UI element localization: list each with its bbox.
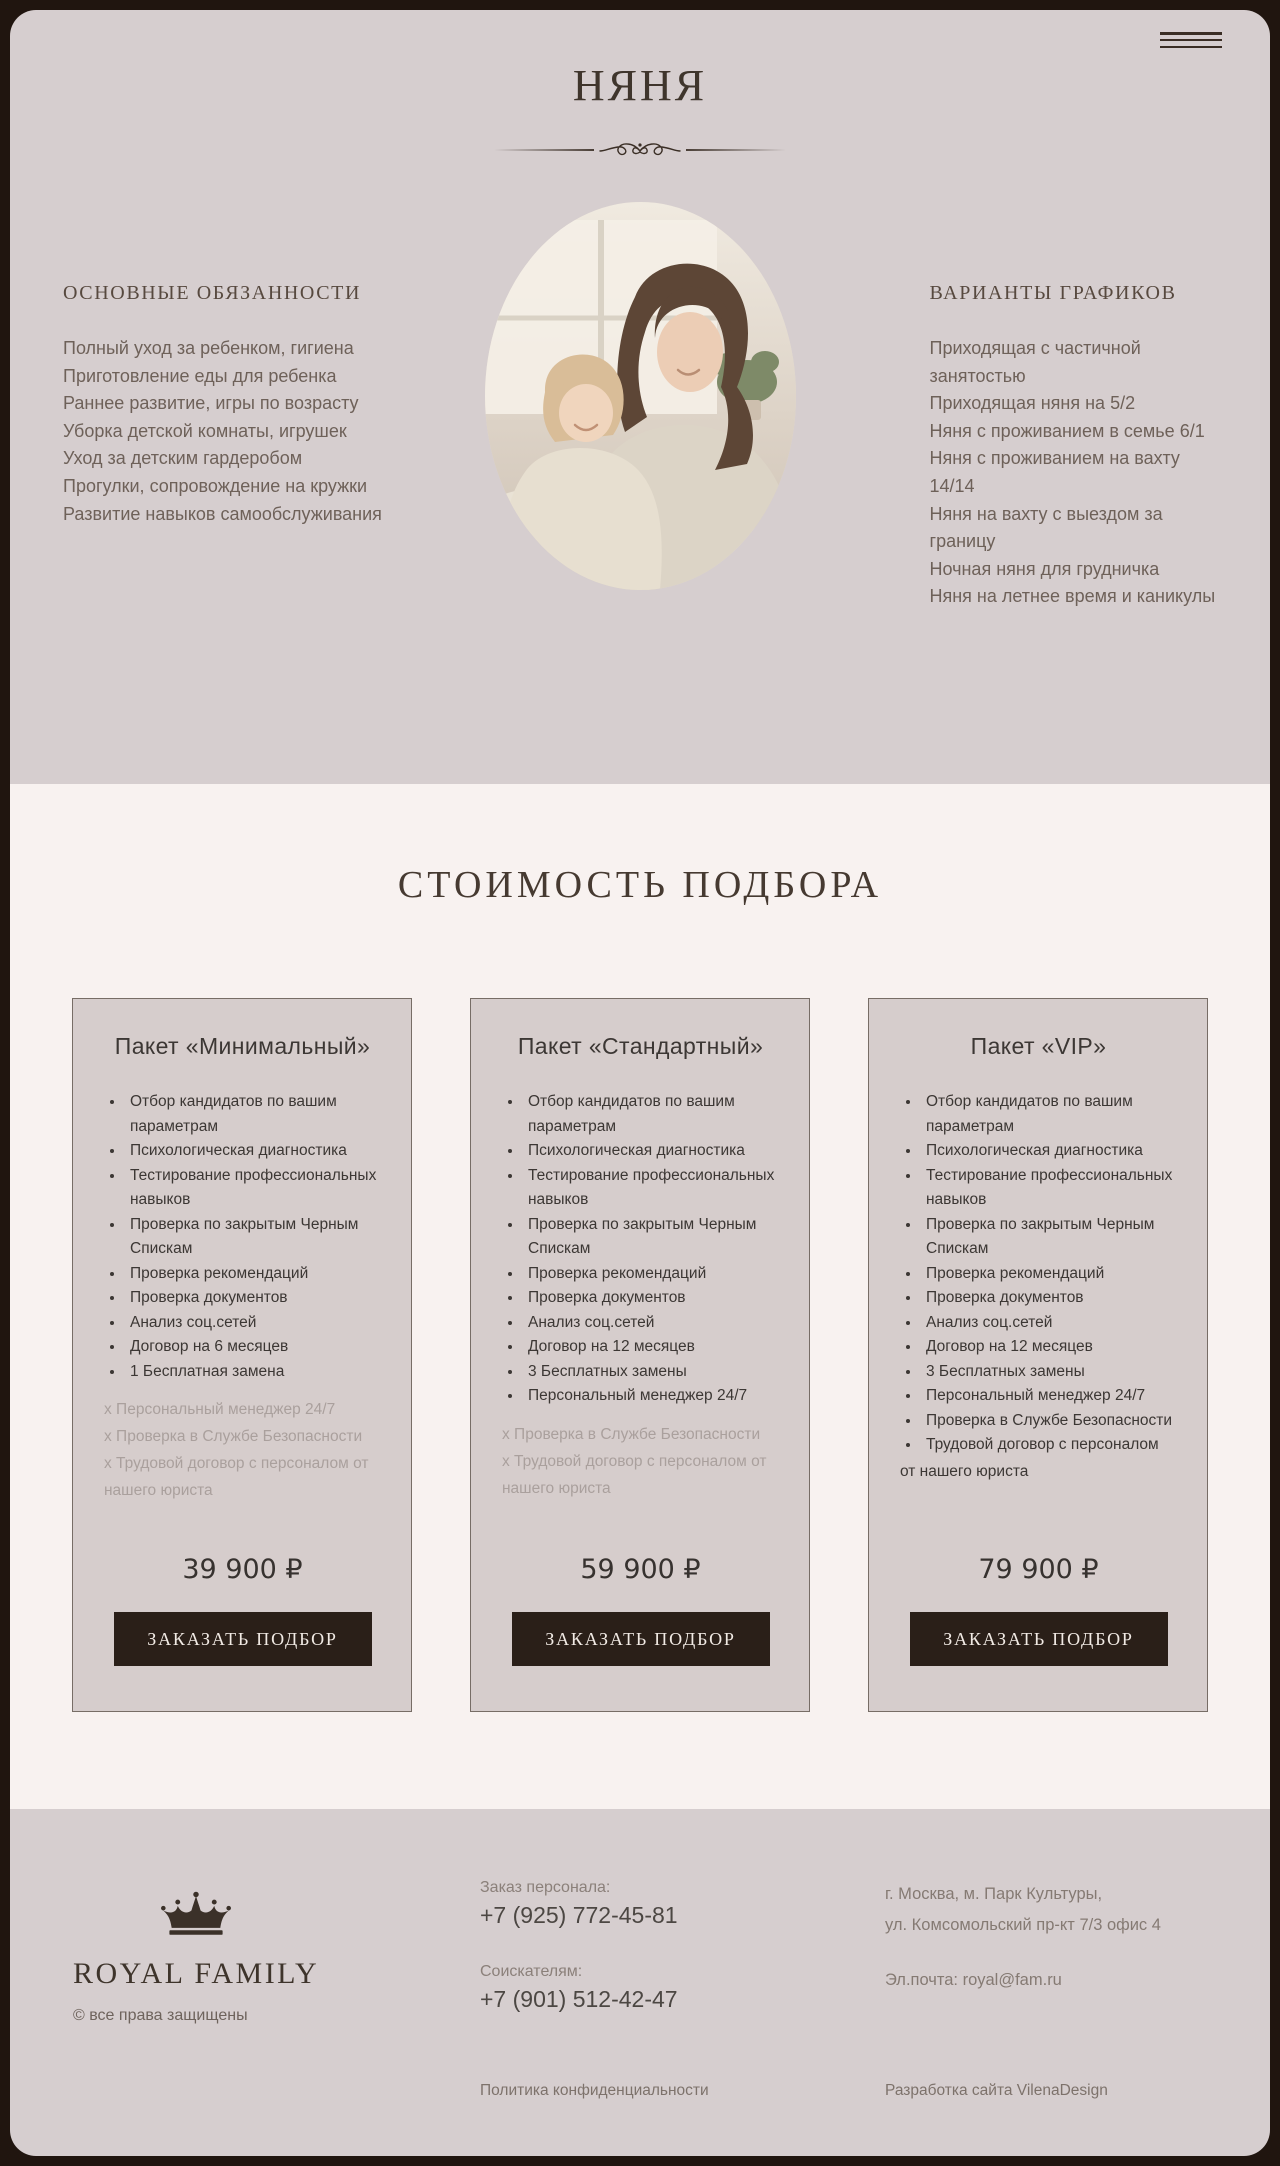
hero-columns xyxy=(10,282,1270,611)
brand-logo xyxy=(73,1889,319,1991)
package-feature: • 3 Бесплатных замены xyxy=(523,1360,779,1385)
footer-contacts-column xyxy=(480,1879,885,2013)
hamburger-icon xyxy=(1160,32,1222,35)
package-excluded-feature: х Трудовой договор с персоналом от нашего юриста xyxy=(502,1452,767,1497)
package-feature: • Анализ соц.сетей xyxy=(523,1311,779,1336)
schedule-item: Приходящая с частичной занятостью xyxy=(929,338,1141,386)
order-button[interactable]: ЗАКАЗАТЬ ПОДБОР xyxy=(114,1612,372,1666)
package-feature: • Тестирование профессиональных навыков xyxy=(921,1164,1177,1213)
duty-item: Уход за детским гардеробом xyxy=(63,448,303,469)
pricing-section xyxy=(10,784,1270,1809)
package-price: 39 900 ₽ xyxy=(182,1554,303,1585)
applicants-phone-link[interactable]: +7 (901) 512-42-47 xyxy=(480,1986,678,2012)
privacy-policy-link[interactable]: Политика конфиденциальности xyxy=(480,2082,709,2099)
package-feature: • Отбор кандидатов по вашим параметрам xyxy=(125,1090,381,1139)
duty-item: Полный уход за ребенком, гигиена xyxy=(63,338,354,358)
package-feature: • Анализ соц.сетей xyxy=(921,1311,1177,1336)
divider-line xyxy=(494,149,594,151)
package-feature: • Проверка рекомендаций xyxy=(523,1262,779,1287)
footer xyxy=(10,1809,1270,2156)
package-excluded-feature: х Проверка в Службе Безопасности xyxy=(502,1425,761,1443)
duties-heading: ОСНОВНЫЕ ОБЯЗАННОСТИ xyxy=(63,282,361,304)
package-feature: • Персональный менеджер 24/7 xyxy=(921,1384,1177,1409)
package-feature: • Проверка по закрытым Черным Спискам xyxy=(921,1213,1177,1262)
package-feature: • 3 Бесплатных замены xyxy=(921,1360,1177,1385)
package-excluded-list xyxy=(104,1396,381,1504)
order-button[interactable]: ЗАКАЗАТЬ ПОДБОР xyxy=(910,1612,1168,1666)
duty-item: Приготовление еды для ребенка xyxy=(63,365,337,386)
package-included-list xyxy=(104,1090,381,1384)
order-contact xyxy=(480,1879,885,1929)
package-feature: • Договор на 12 месяцев xyxy=(921,1335,1177,1360)
package-feature: • Отбор кандидатов по вашим параметрам xyxy=(921,1090,1177,1139)
page-title: НЯНЯ xyxy=(572,61,708,110)
duty-item: Развитие навыков самообслуживания xyxy=(63,503,382,524)
package-feature: • Проверка документов xyxy=(921,1286,1177,1311)
footer-brand-column xyxy=(73,1879,480,2025)
copyright-text: © все права защищены xyxy=(73,2007,248,2024)
applicants-phone-label: Соискателям: xyxy=(480,1963,583,1980)
package-feature: • Проверка по закрытым Черным Спискам xyxy=(523,1213,779,1262)
package-price: 59 900 ₽ xyxy=(580,1554,701,1585)
schedules-list xyxy=(930,335,1218,611)
schedule-item: Приходящая няня на 5/2 xyxy=(929,393,1136,414)
menu-button[interactable] xyxy=(1160,31,1222,49)
hero-section xyxy=(10,10,1270,784)
pricing-heading: СТОИМОСТЬ ПОДБОРА xyxy=(397,864,883,906)
package-feature: • Персональный менеджер 24/7 xyxy=(523,1384,779,1409)
divider-line xyxy=(686,149,786,151)
footer-privacy-cell xyxy=(480,2036,885,2100)
address-line-1: г. Москва, м. Парк Культуры, xyxy=(885,1885,1103,1903)
package-feature: • Договор на 12 месяцев xyxy=(523,1335,779,1360)
package-price: 79 900 ₽ xyxy=(978,1554,1099,1585)
package-feature: • Отбор кандидатов по вашим параметрам xyxy=(523,1090,779,1139)
duty-item: Уборка детской комнаты, игрушек xyxy=(63,420,347,441)
package-title: Пакет «Стандартный» xyxy=(517,1033,764,1059)
flourish-icon xyxy=(598,140,682,160)
schedule-item: Няня на вахту с выездом за границу xyxy=(929,503,1163,552)
duty-item: Прогулки, сопровождение на кружки xyxy=(63,475,368,496)
schedule-item: Няня на летнее время и каникулы xyxy=(929,586,1216,607)
footer-credits-cell xyxy=(885,2036,1207,2100)
address-line-2: ул. Комсомольский пр-кт 7/3 офис 4 xyxy=(885,1916,1161,1934)
footer-address-column xyxy=(885,1879,1207,1990)
package-note: от нашего юриста xyxy=(900,1462,1029,1480)
package-feature: • Тестирование профессиональных навыков xyxy=(125,1164,381,1213)
email-link[interactable]: Эл.почта: royal@fam.ru xyxy=(885,1971,1062,1989)
package-feature: • 1 Бесплатная замена xyxy=(125,1360,381,1385)
ornamental-divider xyxy=(494,140,786,160)
package-feature: • Психологическая диагностика xyxy=(125,1139,381,1164)
schedule-item: Няня с проживанием на вахту 14/14 xyxy=(929,448,1180,496)
package-feature: • Анализ соц.сетей xyxy=(125,1311,381,1336)
order-button[interactable]: ЗАКАЗАТЬ ПОДБОР xyxy=(512,1612,770,1666)
applicants-contact xyxy=(480,1963,885,2013)
pricing-cards xyxy=(72,998,1208,1712)
package-included-list xyxy=(900,1090,1177,1458)
package-feature: • Психологическая диагностика xyxy=(523,1139,779,1164)
hero-photo xyxy=(485,202,796,590)
package-feature: • Трудовой договор с персоналом xyxy=(921,1433,1177,1458)
order-phone-label: Заказ персонала: xyxy=(480,1879,611,1896)
mother-child-photo xyxy=(485,202,796,590)
package-feature: • Проверка документов xyxy=(125,1286,381,1311)
schedule-item: Ночная няня для грудничка xyxy=(929,558,1160,579)
pricing-card-standard xyxy=(470,998,810,1712)
package-excluded-feature: х Персональный менеджер 24/7 xyxy=(104,1401,336,1418)
package-feature: • Тестирование профессиональных навыков xyxy=(523,1164,779,1213)
package-title: Пакет «Минимальный» xyxy=(114,1033,371,1059)
package-excluded-list xyxy=(502,1421,779,1502)
schedules-heading: ВАРИАНТЫ ГРАФИКОВ xyxy=(929,282,1177,304)
package-feature: • Договор на 6 месяцев xyxy=(125,1335,381,1360)
package-title: Пакет «VIP» xyxy=(970,1033,1107,1059)
duties-list xyxy=(63,335,465,528)
page xyxy=(10,10,1270,2156)
duties-column xyxy=(63,282,485,611)
order-phone-link[interactable]: +7 (925) 772-45-81 xyxy=(480,1902,678,1928)
brand-name: ROYAL FAMILY xyxy=(73,1957,320,1990)
package-included-list xyxy=(502,1090,779,1409)
schedule-item: Няня с проживанием в семье 6/1 xyxy=(929,420,1205,441)
package-feature: • Проверка по закрытым Черным Спискам xyxy=(125,1213,381,1262)
package-feature: • Проверка рекомендаций xyxy=(921,1262,1177,1287)
pricing-card-vip xyxy=(868,998,1208,1712)
site-credits-link[interactable]: Разработка сайта VilenaDesign xyxy=(885,2082,1108,2099)
package-feature: • Проверка в Службе Безопасности xyxy=(921,1409,1177,1434)
package-feature: • Проверка документов xyxy=(523,1286,779,1311)
package-feature: • Проверка рекомендаций xyxy=(125,1262,381,1287)
pricing-card-minimal xyxy=(72,998,412,1712)
crown-icon xyxy=(158,1889,234,1941)
package-feature: • Психологическая диагностика xyxy=(921,1139,1177,1164)
schedules-column xyxy=(796,282,1218,611)
package-excluded-feature: х Проверка в Службе Безопасности xyxy=(104,1428,363,1445)
package-excluded-feature: х Трудовой договор с персоналом от нашего юриста xyxy=(104,1455,369,1499)
duty-item: Раннее развитие, игры по возрасту xyxy=(63,393,359,414)
